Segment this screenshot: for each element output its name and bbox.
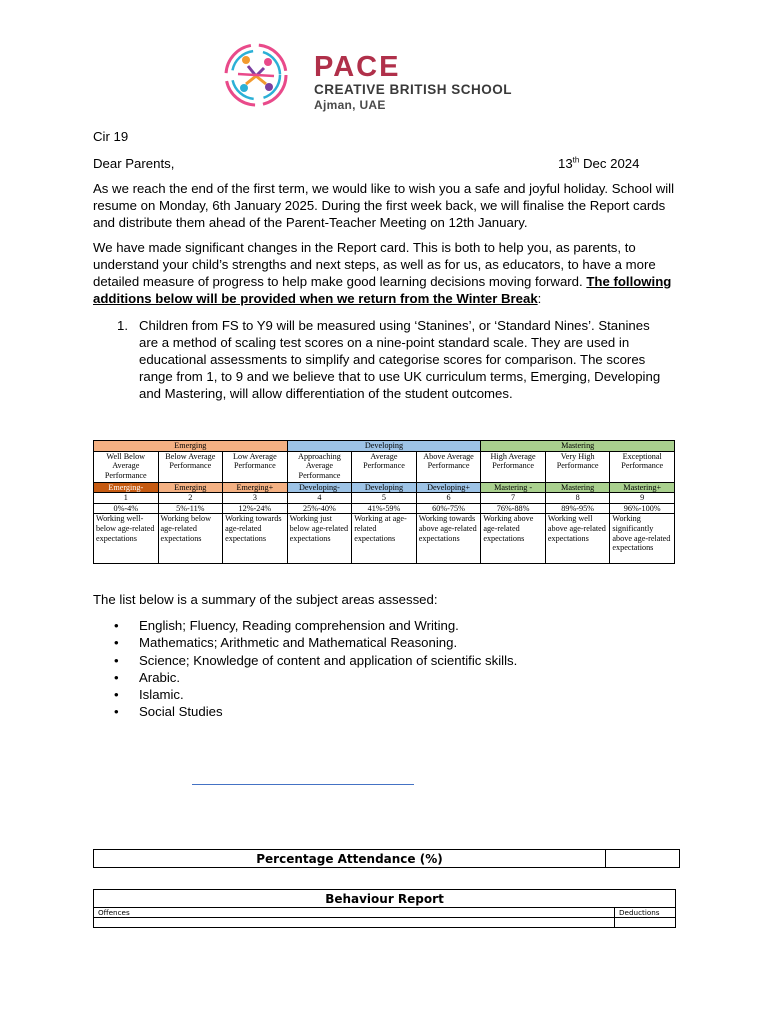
item-text: Children from FS to Y9 will be measured using ‘Stanines’, or ‘Standard Nines’. Stanines are a method of scaling test scores on a nine-point standard scale. They are used in educational assessments to simplify and categorise scores for comparison. The scores range from 1, to 9 and we believe that to use UK curriculum terms, Emerging, Developing and Mastering, will allow differentiation of the student outcomes. bbox=[139, 318, 661, 401]
stanine-cell: 2 bbox=[158, 493, 223, 504]
bullet: • bbox=[114, 669, 119, 685]
school-location: Ajman, UAE bbox=[314, 98, 386, 112]
additions-notice: The following additions below will be provided when we return from the Winter Break bbox=[93, 274, 672, 306]
label-cell: Mastering - bbox=[481, 482, 546, 493]
description-cell: Below Average Performance bbox=[158, 451, 223, 482]
range-cell: 5%-11% bbox=[158, 503, 223, 514]
range-cell: 12%-24% bbox=[223, 503, 288, 514]
meaning-cell: Working just below age-related expectations bbox=[287, 514, 352, 564]
behaviour-table bbox=[93, 889, 676, 928]
range-cell: 41%-59% bbox=[352, 503, 417, 514]
label-cell: Mastering bbox=[545, 482, 610, 493]
divider-line bbox=[192, 784, 414, 785]
stanine-number-row bbox=[94, 493, 675, 504]
list-item: • Science; Knowledge of content and application of scientific skills. bbox=[114, 652, 518, 668]
list-item: • Arabic. bbox=[114, 669, 181, 685]
deductions-cell bbox=[615, 918, 676, 928]
label-cell: Emerging+ bbox=[223, 482, 288, 493]
label-cell: Developing+ bbox=[416, 482, 481, 493]
stanine-cell: 5 bbox=[352, 493, 417, 504]
description-row bbox=[94, 451, 675, 482]
description-cell: Well Below Average Performance bbox=[94, 451, 159, 482]
stanine-cell: 7 bbox=[481, 493, 546, 504]
stanine-cell: 1 bbox=[94, 493, 159, 504]
label-cell: Emerging- bbox=[94, 482, 159, 493]
paragraph-term-end: As we reach the end of the first term, we would like to wish you a safe and joyful holiday. School will resume on Monday, 6th January 2025. During the first week back, we will finalise the Report cards and distribute them ahead of the Parent-Teacher Meeting on 12th January. bbox=[93, 181, 675, 230]
list-item: • English; Fluency, Reading comprehension and Writing. bbox=[114, 618, 459, 633]
label-cell: Developing- bbox=[287, 482, 352, 493]
meaning-cell: Working well-below age-related expectations bbox=[94, 514, 159, 564]
bullet: • bbox=[114, 635, 119, 651]
stanine-cell: 6 bbox=[416, 493, 481, 504]
meaning-cell: Working well above age-related expectations bbox=[545, 514, 610, 564]
list-item: • Social Studies bbox=[114, 704, 223, 720]
label-cell: Mastering+ bbox=[610, 482, 675, 493]
range-cell: 89%-95% bbox=[545, 503, 610, 514]
behaviour-title: Behaviour Report bbox=[94, 890, 676, 908]
label-cell: Emerging bbox=[158, 482, 223, 493]
meaning-row bbox=[94, 514, 675, 564]
band-emerging: Emerging bbox=[94, 441, 288, 452]
range-cell: 76%-88% bbox=[481, 503, 546, 514]
band-developing: Developing bbox=[287, 441, 481, 452]
description-cell: Very High Performance bbox=[545, 451, 610, 482]
description-cell: Exceptional Performance bbox=[610, 451, 675, 482]
letter-date: 13th Dec 2024 bbox=[558, 155, 640, 171]
offences-header: Offences bbox=[94, 908, 615, 918]
description-cell: Approaching Average Performance bbox=[287, 451, 352, 482]
stanine-cell: 9 bbox=[610, 493, 675, 504]
paragraph-report-changes: We have made significant changes in the Report card. This is both to help you, as parents, to understand your child’s strengths and next steps, as well as for us, as educators, to have a more detailed measure of progress to help make good learning decisions moving forward. The following additions below will be provided when we return from the Winter Break: bbox=[93, 240, 672, 306]
offences-cell bbox=[94, 918, 615, 928]
numbered-item-stanines bbox=[117, 317, 677, 417]
description-cell: Above Average Performance bbox=[416, 451, 481, 482]
stanine-cell: 3 bbox=[223, 493, 288, 504]
range-cell: 96%-100% bbox=[610, 503, 675, 514]
meaning-cell: Working significantly above age-related expectations bbox=[610, 514, 675, 564]
band-mastering: Mastering bbox=[481, 441, 675, 452]
description-cell: Average Performance bbox=[352, 451, 417, 482]
greeting: Dear Parents, bbox=[93, 156, 175, 171]
range-cell: 60%-75% bbox=[416, 503, 481, 514]
attendance-title: Percentage Attendance (%) bbox=[94, 850, 606, 868]
description-cell: High Average Performance bbox=[481, 451, 546, 482]
subjects-list bbox=[93, 617, 517, 721]
range-cell: 25%-40% bbox=[287, 503, 352, 514]
meaning-cell: Working below age-related expectations bbox=[158, 514, 223, 564]
stanine-cell: 8 bbox=[545, 493, 610, 504]
bullet: • bbox=[114, 618, 119, 633]
brand-name: PACE bbox=[314, 51, 401, 83]
bullet: • bbox=[114, 687, 119, 703]
stanine-cell: 4 bbox=[287, 493, 352, 504]
label-cell: Developing bbox=[352, 482, 417, 493]
subjects-intro: The list below is a summary of the subject areas assessed: bbox=[93, 592, 438, 607]
circular-number: Cir 19 bbox=[93, 129, 129, 144]
attendance-table bbox=[93, 849, 680, 868]
band-row bbox=[94, 441, 675, 452]
item-number: 1. bbox=[117, 318, 128, 333]
meaning-cell: Working towards age-related expectations bbox=[223, 514, 288, 564]
bullet: • bbox=[114, 652, 119, 668]
range-row bbox=[94, 503, 675, 514]
bullet: • bbox=[114, 704, 119, 720]
range-cell: 0%-4% bbox=[94, 503, 159, 514]
meaning-cell: Working above age-related expectations bbox=[481, 514, 546, 564]
attendance-value bbox=[606, 850, 680, 868]
school-name: CREATIVE BRITISH SCHOOL bbox=[314, 82, 513, 97]
label-row bbox=[94, 482, 675, 493]
meaning-cell: Working towards above age-related expectations bbox=[416, 514, 481, 564]
list-item: • Islamic. bbox=[114, 687, 184, 703]
meaning-cell: Working at age-related expectations bbox=[352, 514, 417, 564]
description-cell: Low Average Performance bbox=[223, 451, 288, 482]
list-item: • Mathematics; Arithmetic and Mathematical Reasoning. bbox=[114, 635, 458, 651]
stanine-table bbox=[93, 440, 675, 564]
deductions-header: Deductions bbox=[615, 908, 676, 918]
school-logo bbox=[216, 40, 300, 110]
